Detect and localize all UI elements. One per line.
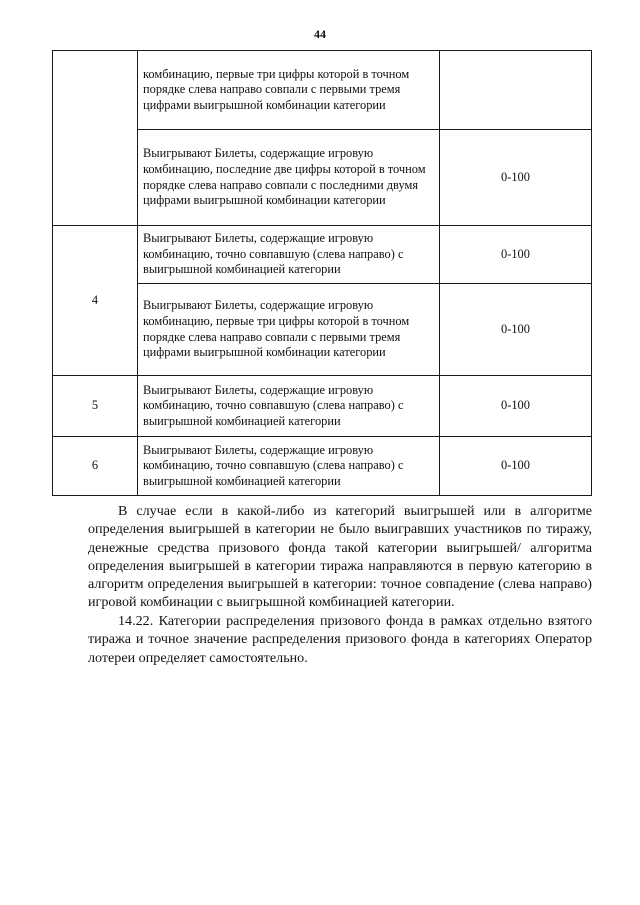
table-row bbox=[53, 376, 592, 437]
table-row bbox=[53, 51, 592, 130]
body-paragraph-2 bbox=[88, 612, 592, 667]
percent-cell: 0-100 bbox=[440, 376, 592, 437]
percent-cell: 0-100 bbox=[440, 437, 592, 496]
description-cell: Выигрывают Билеты, содержащие игровую комбинацию, последние две цифры которой в точном порядке слева направо совпали с последними двумя цифрами выигрышной комбинации категории bbox=[138, 130, 440, 226]
paragraph-text: 14.22. Категории распределения призового фонда в рамках отдельно взятого тиража и точное значение распределения призового фонда в категориях Оператор лотереи определяет самостоятельно. bbox=[88, 613, 592, 666]
description-cell: Выигрывают Билеты, содержащие игровую комбинацию, точно совпавшую (слева направо) с выигрышной комбинацией категории bbox=[138, 437, 440, 496]
percent-cell: 0-100 bbox=[440, 284, 592, 376]
category-cell: 4 bbox=[53, 226, 138, 376]
category-cell: 6 bbox=[53, 437, 138, 496]
category-cell bbox=[53, 51, 138, 226]
page-number: 44 bbox=[314, 27, 326, 41]
prize-distribution-table bbox=[52, 50, 592, 496]
paragraph-text: В случае если в какой-либо из категорий выигрышей или в алгоритме определения выигрышей в категории не было выигравших участников по тиражу, денежные средства призового фонда такой категории выигрышей/ алгоритма определения выигрышей в категории тиража направляются в первую категорию в алгоритм определения выигрышей в категории: точное совпадение (слева направо) игровой комбинации с выигрышной комбинацией категории. bbox=[88, 503, 592, 611]
percent-cell bbox=[440, 51, 592, 130]
percent-cell: 0-100 bbox=[440, 130, 592, 226]
percent-cell: 0-100 bbox=[440, 226, 592, 284]
description-cell: комбинацию, первые три цифры которой в точном порядке слева направо совпали с первыми тремя цифрами выигрышной комбинации категории bbox=[138, 51, 440, 130]
description-cell: Выигрывают Билеты, содержащие игровую комбинацию, точно совпавшую (слева направо) с выигрышной комбинацией категории bbox=[138, 376, 440, 437]
category-cell: 5 bbox=[53, 376, 138, 437]
table-row bbox=[53, 437, 592, 496]
description-cell: Выигрывают Билеты, содержащие игровую комбинацию, точно совпавшую (слева направо) с выигрышной комбинацией категории bbox=[138, 226, 440, 284]
table-row bbox=[53, 226, 592, 284]
description-cell: Выигрывают Билеты, содержащие игровую комбинацию, первые три цифры которой в точном порядке слева направо совпали с первыми тремя цифрами выигрышной комбинации категории bbox=[138, 284, 440, 376]
body-paragraph-1 bbox=[88, 502, 592, 612]
